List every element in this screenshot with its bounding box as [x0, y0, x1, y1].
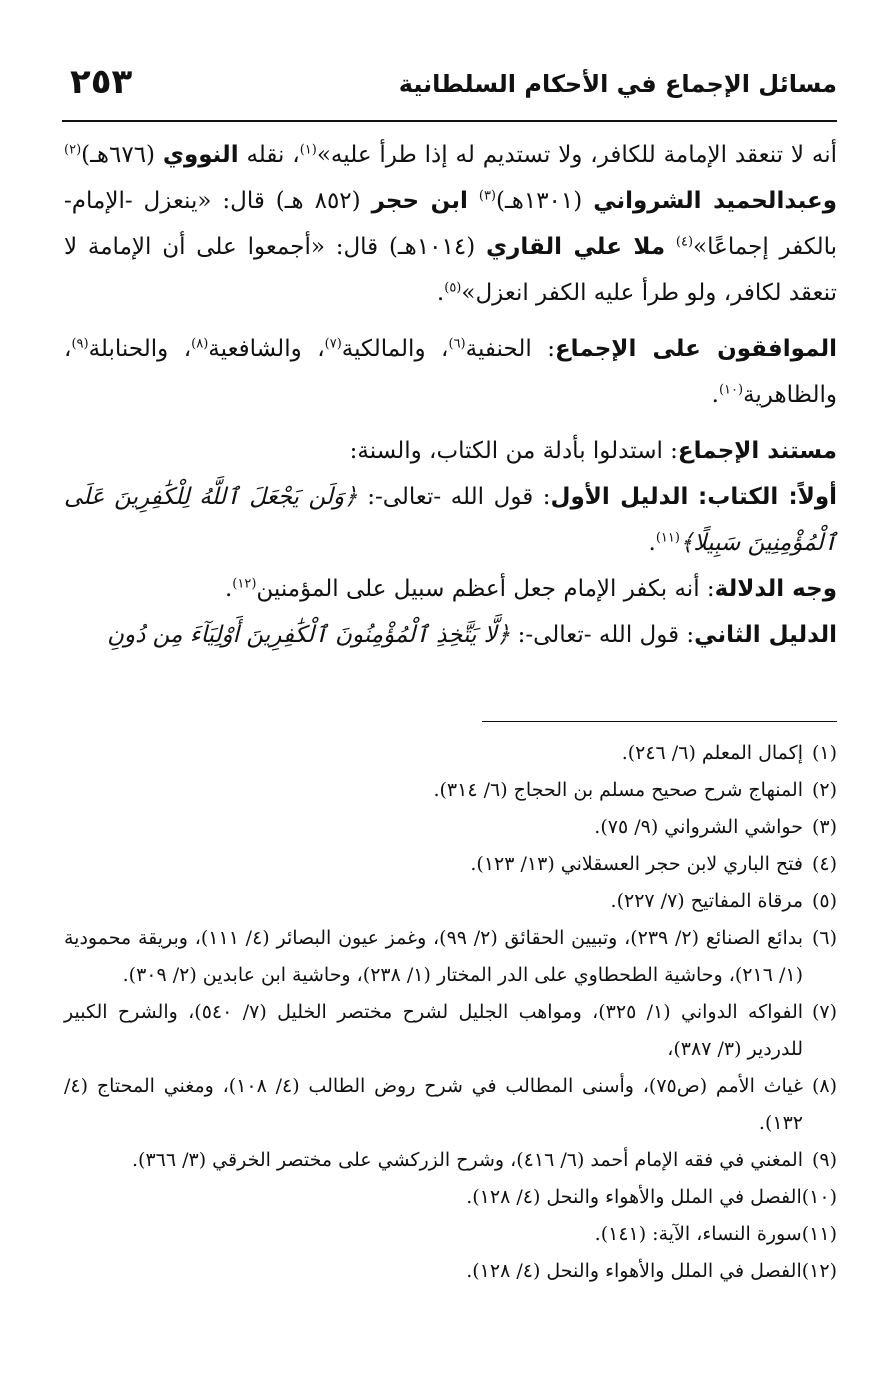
text-run: : استدلوا بأدلة من الكتاب، والسنة:: [349, 438, 678, 464]
text-run: [468, 188, 479, 214]
footnote-number: (٩): [811, 1149, 837, 1171]
text-run: : الحنفية: [465, 336, 555, 362]
quran-verse-2: ﴿لَّا يَتَّخِذِ ٱلْمُؤْمِنُونَ ٱلْكَٰفِرِينَ أَوْلِيَآءَ مِن دُونِ: [107, 622, 511, 648]
text-run: ، والحنابلة: [88, 336, 192, 362]
footnote-item: [64, 846, 837, 883]
footnote-number: (٨): [811, 1075, 837, 1097]
footnote-ref-3[interactable]: (٣): [478, 188, 496, 204]
footnote-text: فتح الباري لابن حجر العسقلاني (١٣/ ١٢٣).: [470, 853, 803, 875]
footnote-item: [64, 1068, 837, 1142]
footnote-ref-2[interactable]: (٢): [64, 142, 82, 158]
footnote-item: [64, 994, 837, 1068]
footnote-number: (٧): [811, 1001, 837, 1023]
footnote-text: مرقاة المفاتيح (٧/ ٢٢٧).: [610, 890, 803, 912]
footnote-text: بدائع الصنائع (٢/ ٢٣٩)، وتبيين الحقائق (٢/ ٩٩)، وغمز عيون البصائر (٤/ ١١١)، وبريقة محمودية (١/ ٢١٦)، وحاشية الطحطاوي على الدر المختار (١/ ٢٣٨)، وحاشية ابن عابدين (٢/ ٣٠٩).: [64, 927, 803, 986]
footnote-text: المغني في فقه الإمام أحمد (٦/ ٤١٦)، وشرح الزركشي على مختصر الخرقي (٣/ ٣٦٦).: [131, 1149, 803, 1171]
paragraph-2: [64, 326, 837, 418]
section-label-basis: مستند الإجماع: [677, 438, 837, 464]
paragraph-6: [64, 612, 837, 658]
footnote-number: (٦): [811, 927, 837, 949]
page-header: [58, 62, 837, 114]
text-run: ، والشافعية: [208, 336, 325, 362]
footnote-text: إكمال المعلم (٦/ ٢٤٦).: [621, 742, 803, 764]
footnote-item: [64, 883, 837, 920]
paragraph-5: [64, 566, 837, 612]
main-text: [64, 132, 837, 658]
text-run: أنه لا تنعقد الإمامة للكافر، ولا تستديم له إذا طرأ عليه»: [316, 142, 837, 168]
footnote-ref-6[interactable]: (٦): [448, 336, 466, 352]
text-run: (٨٥٢ هـ) قال: «ينعزل -الإمام- بالكفر إجماعًا»: [64, 188, 838, 260]
footnote-number: (١١): [801, 1223, 837, 1245]
section-label-first-book: أولاً: الكتاب:: [698, 484, 838, 510]
footnote-item: [64, 1253, 837, 1290]
footnotes: [64, 735, 837, 1290]
text-run: : قول الله -تعالى-:: [357, 484, 551, 510]
footnote-ref-9[interactable]: (٩): [71, 336, 89, 352]
running-title: مسائل الإجماع في الأحكام السلطانية: [398, 70, 837, 98]
page-number: ٢٥٣: [70, 62, 133, 102]
footnote-ref-12[interactable]: (١٢): [232, 576, 257, 592]
footnote-text: المنهاج شرح صحيح مسلم بن الحجاج (٦/ ٣١٤).: [433, 779, 803, 801]
footnote-ref-5[interactable]: (٥): [444, 280, 462, 296]
scholar-name-shirwani: وعبدالحميد الشرواني: [593, 188, 838, 214]
footnote-number: (١٠): [801, 1186, 837, 1208]
quran-verse-1: ﴿وَلَن يَجْعَلَ ٱللَّهُ لِلْكَٰفِرِينَ عَلَى ٱلْمُؤْمِنِينَ سَبِيلًا﴾: [64, 484, 837, 556]
text-run: .: [648, 530, 656, 556]
footnote-item: [64, 1216, 837, 1253]
text-run: .: [711, 382, 719, 408]
footnote-ref-4[interactable]: (٤): [675, 234, 694, 250]
section-label-agreeing: الموافقون على الإجماع: [554, 336, 837, 362]
section-label-indication: وجه الدلالة: [714, 576, 837, 602]
footnote-text: غياث الأمم (ص٧٥)، وأسنى المطالب في شرح روض الطالب (٤/ ١٠٨)، ومغني المحتاج (٤/ ١٣٢).: [64, 1075, 803, 1134]
text-run: (٦٧٦هـ): [81, 142, 163, 168]
footnote-text: الفصل في الملل والأهواء والنحل (٤/ ١٢٨).: [466, 1186, 802, 1208]
header-rule: [62, 120, 837, 122]
footnote-ref-1[interactable]: (١): [299, 142, 317, 158]
footnote-item: [64, 735, 837, 772]
footnote-item: [64, 920, 837, 994]
footnote-number: (٣): [811, 816, 837, 838]
footnote-number: (٢): [811, 779, 837, 801]
text-run: [665, 234, 676, 260]
footnote-number: (١): [811, 742, 837, 764]
footnote-text: حواشي الشرواني (٩/ ٧٥).: [594, 816, 803, 838]
paragraph-1: [64, 132, 837, 316]
footnote-item: [64, 1142, 837, 1179]
footnote-ref-11[interactable]: (١١): [655, 530, 680, 546]
section-label-second-evidence: الدليل الثاني: [694, 622, 837, 648]
text-run: ، والمالكية: [341, 336, 449, 362]
text-run: (١٠١٤هـ) قال: «أجمعوا على أن الإمامة لا تنعقد لكافر، ولو طرأ عليه الكفر انعزل»: [64, 234, 837, 306]
footnote-item: [64, 1179, 837, 1216]
text-run: .: [224, 576, 233, 602]
paragraph-4: [64, 474, 837, 566]
footnote-ref-10[interactable]: (١٠): [718, 382, 744, 398]
footnote-number: (٥): [811, 890, 837, 912]
scholar-name-mulla-ali: ملا علي القاري: [486, 234, 666, 260]
text-run: (١٣٠١هـ): [496, 188, 594, 214]
footnote-text: الفواكه الدواني (١/ ٣٢٥)، ومواهب الجليل لشرح مختصر الخليل (٧/ ٥٤٠)، والشرح الكبير للدردير (٣/ ٣٨٧)،: [64, 1001, 804, 1060]
text-run: ، نقله: [238, 142, 300, 168]
scholar-name-nawawi: النووي: [162, 142, 239, 168]
footnote-ref-7[interactable]: (٧): [324, 336, 342, 352]
text-run: : قول الله -تعالى-:: [510, 622, 695, 648]
text-run: : أنه بكفر الإمام جعل أعظم سبيل على المؤمنين: [256, 576, 715, 602]
scholar-name-ibn-hajar: ابن حجر: [371, 188, 468, 214]
footnote-item: [64, 772, 837, 809]
footnote-separator: [482, 721, 837, 722]
footnote-ref-8[interactable]: (٨): [191, 336, 209, 352]
footnote-text: سورة النساء، الآية: (١٤١).: [594, 1223, 802, 1245]
section-label-first-evidence: الدليل الأول: [550, 484, 689, 510]
footnote-number: (١٢): [801, 1260, 837, 1282]
footnote-text: الفصل في الملل والأهواء والنحل (٤/ ١٢٨).: [466, 1260, 802, 1282]
footnote-number: (٤): [811, 853, 837, 875]
footnote-item: [64, 809, 837, 846]
text-run: ، والظاهرية: [64, 336, 837, 408]
paragraph-3: [64, 428, 837, 474]
text-run: .: [436, 280, 445, 306]
